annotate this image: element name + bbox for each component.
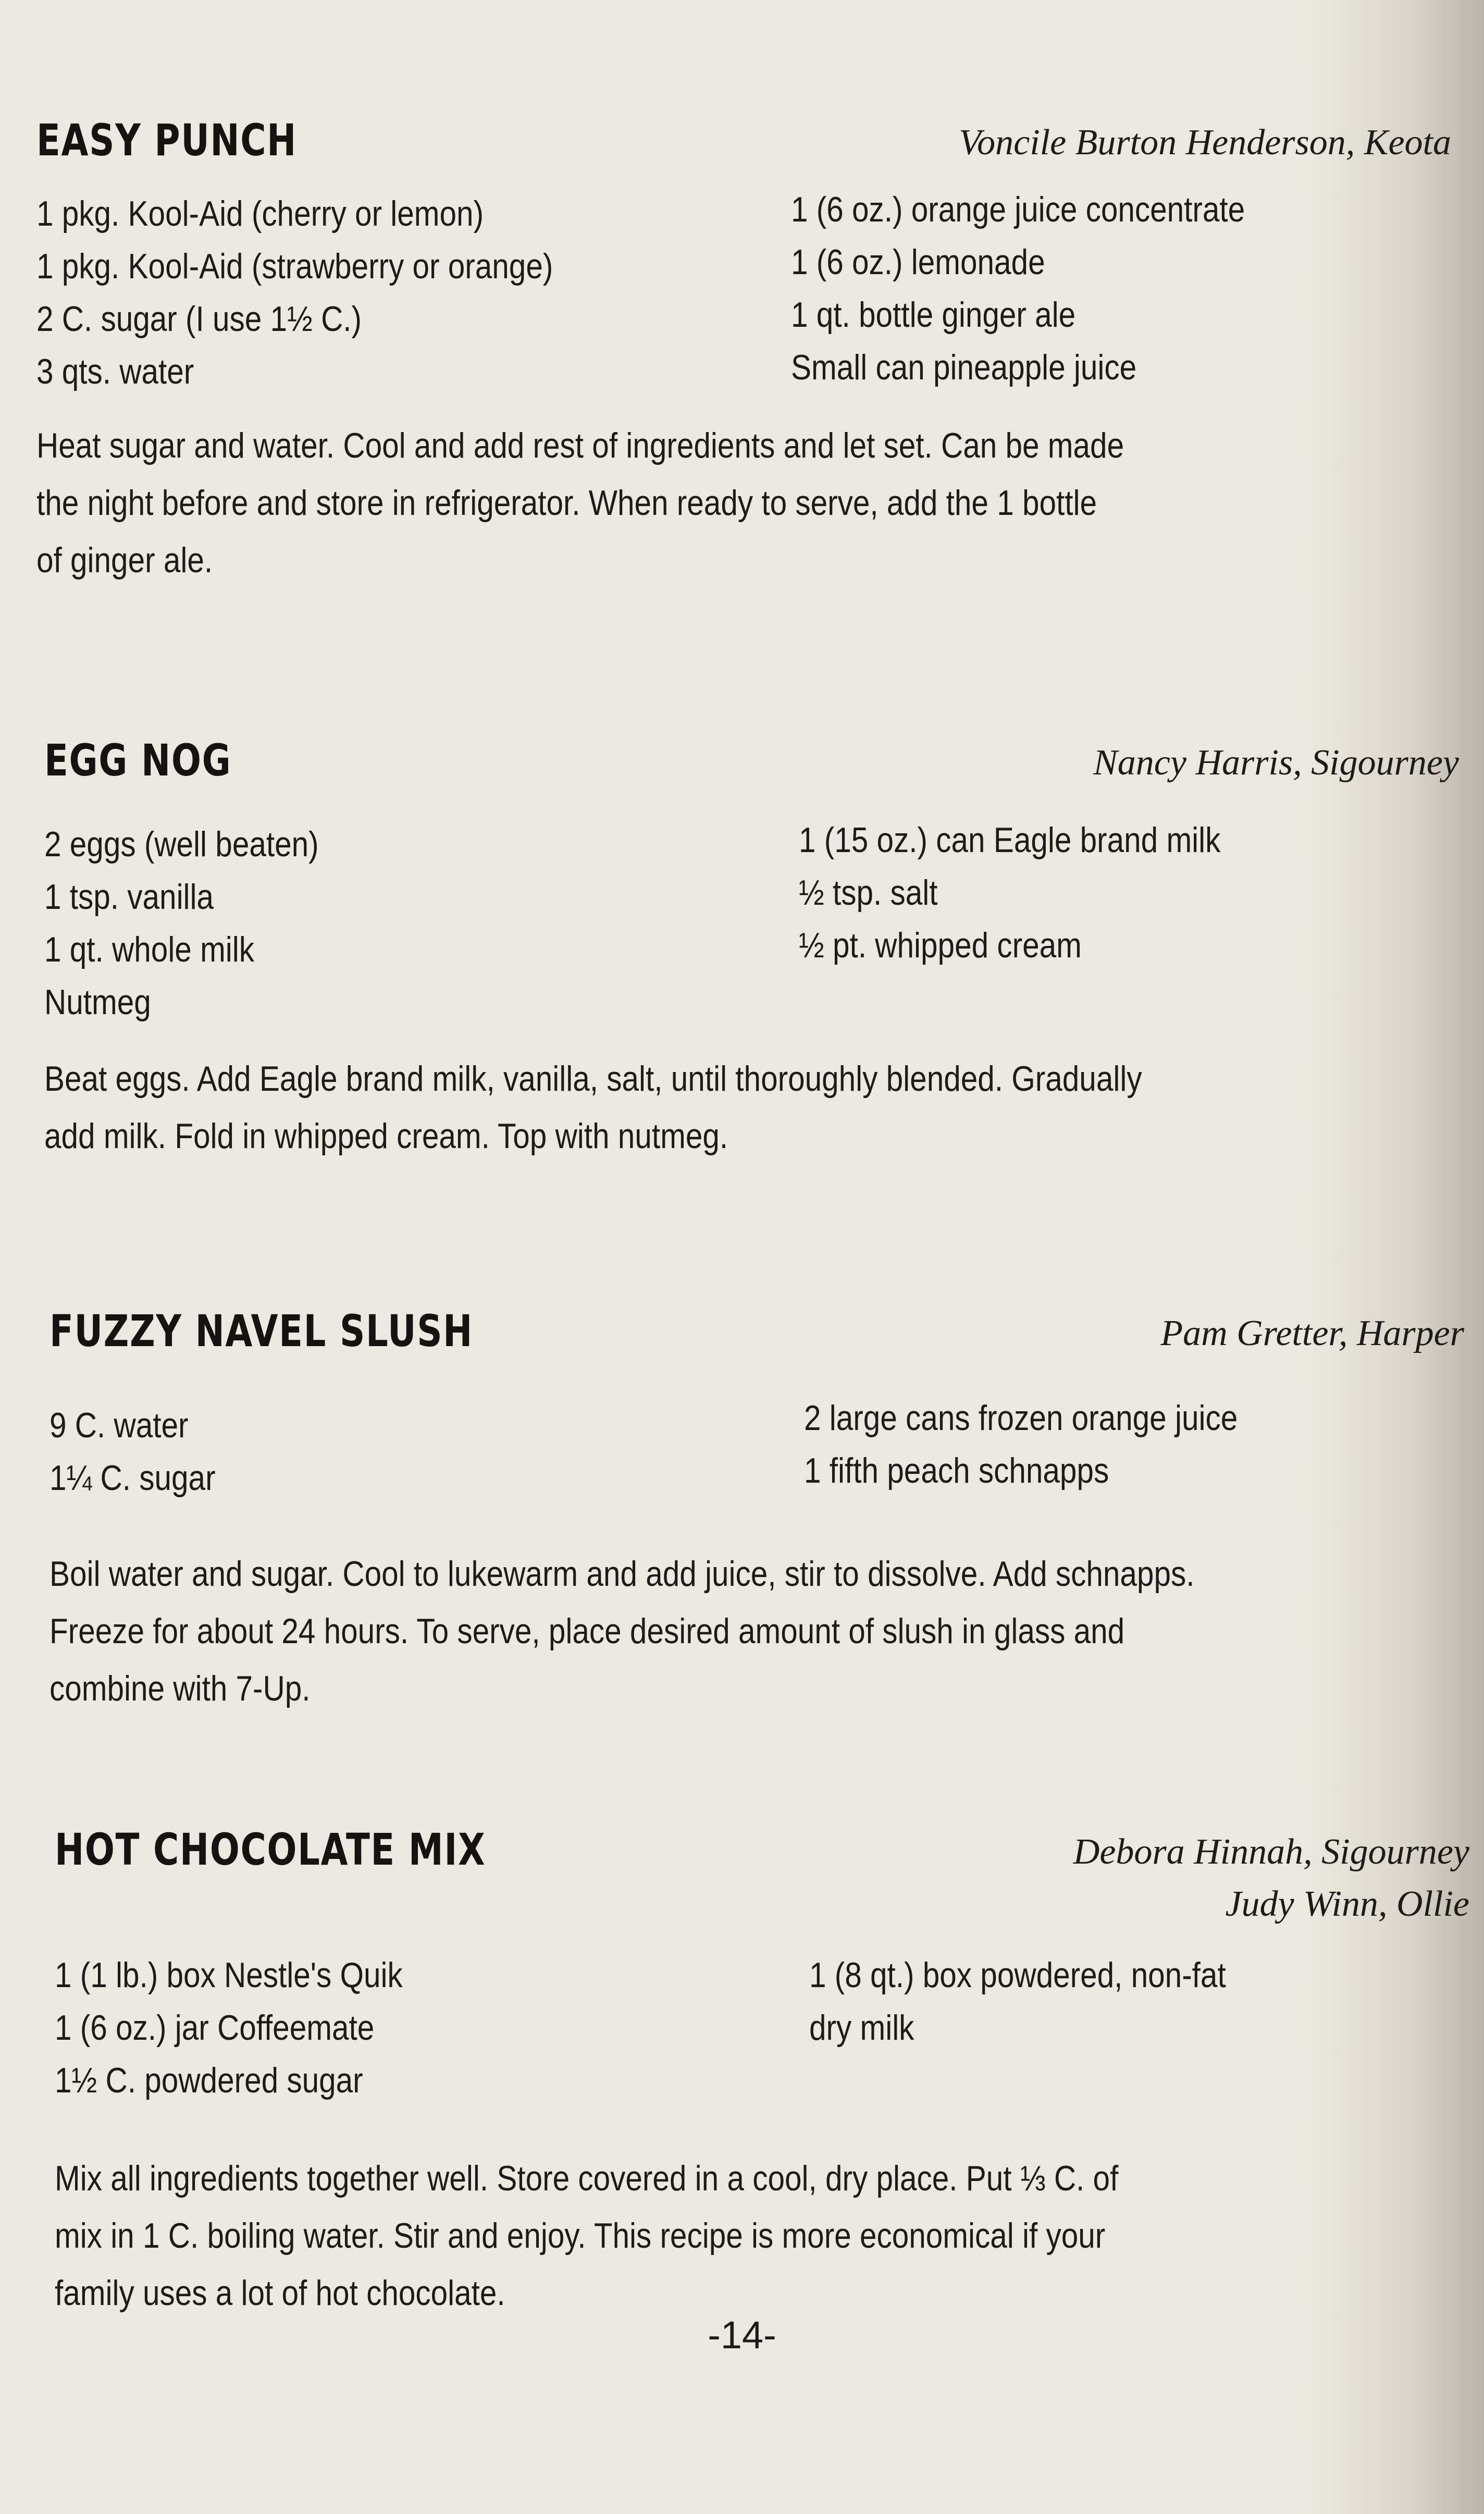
ingredient: 1 pkg. Kool-Aid (strawberry or orange) — [36, 247, 553, 286]
ingredient: 2 eggs (well beaten) — [44, 824, 319, 864]
method-line: Heat sugar and water. Cool and add rest of ingredients and let set. Can be made — [36, 426, 1124, 465]
ingredient: Small can pineapple juice — [791, 348, 1137, 387]
ingredient: 1 (1 lb.) box Nestle's Quik — [55, 1955, 403, 1995]
ingredients-right — [791, 183, 1319, 394]
ingredient: 2 large cans frozen orange juice — [804, 1398, 1238, 1438]
ingredient: 1 (6 oz.) orange juice concentrate — [791, 190, 1245, 229]
author-line: Voncile Burton Henderson, Keota — [959, 122, 1451, 163]
ingredient: 1¼ C. sugar — [50, 1458, 216, 1498]
ingredient: 1 (8 qt.) box powdered, non-fat — [809, 1955, 1226, 1995]
ingredients-right — [804, 1392, 1308, 1497]
ingredients-left — [55, 1949, 459, 2107]
author-line: Nancy Harris, Sigourney — [1093, 743, 1459, 783]
ingredient: 1 qt. whole milk — [44, 930, 255, 969]
ingredient: 1 (6 oz.) lemonade — [791, 242, 1045, 282]
ingredients-right — [799, 814, 1289, 972]
recipe-hot-chocolate-mix — [55, 1824, 1469, 2322]
ingredient: 1 pkg. Kool-Aid (cherry or lemon) — [36, 194, 484, 233]
recipe-title: EGG NOG — [44, 735, 232, 786]
recipe-method — [36, 417, 1451, 589]
method-line: of ginger ale. — [36, 540, 213, 580]
recipe-author — [1160, 1308, 1464, 1360]
ingredients-right — [809, 1949, 1294, 2054]
recipe-title: EASY PUNCH — [36, 115, 297, 166]
author-line: Judy Winn, Ollie — [1225, 1884, 1469, 1924]
method-line: Mix all ingredients together well. Store covered in a cool, dry place. Put ⅓ C. of — [55, 2159, 1119, 2198]
ingredient: 1 (6 oz.) jar Coffeemate — [55, 2008, 375, 2048]
method-line: mix in 1 C. boiling water. Stir and enjoy. This recipe is more economical if your — [55, 2216, 1106, 2256]
ingredient: 2 C. sugar (I use 1½ C.) — [36, 299, 362, 339]
ingredient: 3 qts. water — [36, 352, 194, 391]
ingredient: 1 qt. bottle ginger ale — [791, 295, 1076, 335]
ingredient: dry milk — [809, 2008, 914, 2048]
author-line: Debora Hinnah, Sigourney — [1073, 1832, 1469, 1872]
method-line: Beat eggs. Add Eagle brand milk, vanilla, salt, until thoroughly blended. Gradually — [44, 1059, 1142, 1099]
method-line: Boil water and sugar. Cool to lukewarm and add juice, stir to dissolve. Add schnapps. — [50, 1554, 1195, 1594]
ingredient: Nutmeg — [44, 982, 151, 1022]
method-line: Freeze for about 24 hours. To serve, place desired amount of slush in glass and — [50, 1611, 1125, 1651]
ingredient: ½ pt. whipped cream — [799, 926, 1082, 965]
method-line: combine with 7-Up. — [50, 1669, 311, 1708]
ingredient: ½ tsp. salt — [799, 873, 938, 913]
author-line: Pam Gretter, Harper — [1160, 1313, 1464, 1353]
recipe-fuzzy-navel-slush — [50, 1305, 1464, 1717]
ingredients-left — [44, 818, 363, 1029]
recipe-author — [1073, 1826, 1469, 1930]
recipe-method — [55, 2150, 1469, 2322]
method-line: the night before and store in refrigerator. When ready to serve, add the 1 bottle — [36, 483, 1097, 523]
page-number: -14- — [708, 2313, 776, 2357]
recipe-easy-punch — [36, 115, 1451, 589]
ingredient: 1 fifth peach schnapps — [804, 1451, 1109, 1490]
ingredient: 1 tsp. vanilla — [44, 877, 214, 917]
recipe-title: HOT CHOCOLATE MIX — [55, 1824, 486, 1875]
recipe-author — [1093, 737, 1459, 789]
recipe-method — [50, 1545, 1464, 1717]
ingredient: 9 C. water — [50, 1406, 189, 1445]
ingredients-left — [36, 188, 637, 398]
recipe-egg-nog — [44, 735, 1459, 1165]
recipe-method — [44, 1050, 1459, 1165]
method-line: add milk. Fold in whipped cream. Top with nutmeg. — [44, 1116, 728, 1156]
method-line: family uses a lot of hot chocolate. — [55, 2273, 505, 2313]
recipe-title: FUZZY NAVEL SLUSH — [50, 1305, 474, 1357]
ingredients-left — [50, 1399, 242, 1505]
ingredient: 1 (15 oz.) can Eagle brand milk — [799, 820, 1221, 860]
recipe-author — [959, 117, 1451, 169]
ingredient: 1½ C. powdered sugar — [55, 2061, 363, 2100]
